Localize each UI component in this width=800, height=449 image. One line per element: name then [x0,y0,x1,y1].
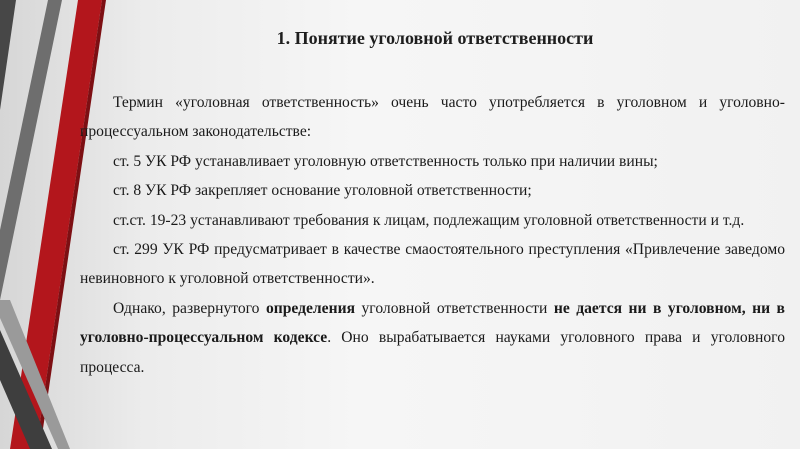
paragraph-text: ст.ст. 19-23 устанавливают требования к лицам, подлежащим уголовной ответственности и т.д. [113,211,745,229]
paragraph-text: ст. 8 УК РФ закрепляет основание уголовной ответственности; [113,182,532,200]
body-paragraph [80,176,785,205]
paragraph-text: ст. 5 УК РФ устанавливает уголовную ответственность только при наличии вины; [113,152,658,170]
bold-text: не дается ни в уголовном, ни в уголовно-процессуальном кодексе [80,299,785,347]
paragraph-text: Однако, развернутого [113,299,266,317]
body-paragraph [80,147,785,176]
paragraph-text: Термин «уголовная ответственность» очень часто употребляется в уголовном и уголовно-процессуальном законодательстве: [80,94,785,141]
body-paragraph [80,88,785,147]
bold-text: определения [265,299,356,317]
stripe-dark [0,0,16,110]
body-paragraph [80,206,785,235]
slide-title: 1. Понятие уголовной ответственности [276,28,594,48]
paragraph-text: . Оно вырабатывается науками уголовного права и уголовного процесса. [80,329,785,376]
body-paragraph [80,294,785,382]
paragraph-text: уголовной ответственности [355,299,554,317]
body-paragraph [80,235,785,294]
slide-body [80,88,785,382]
paragraph-text: ст. 299 УК РФ предусматривает в качестве смаостоятельного преступления «Привлечение заведомо невиновного к уголовной ответственности». [80,241,785,288]
